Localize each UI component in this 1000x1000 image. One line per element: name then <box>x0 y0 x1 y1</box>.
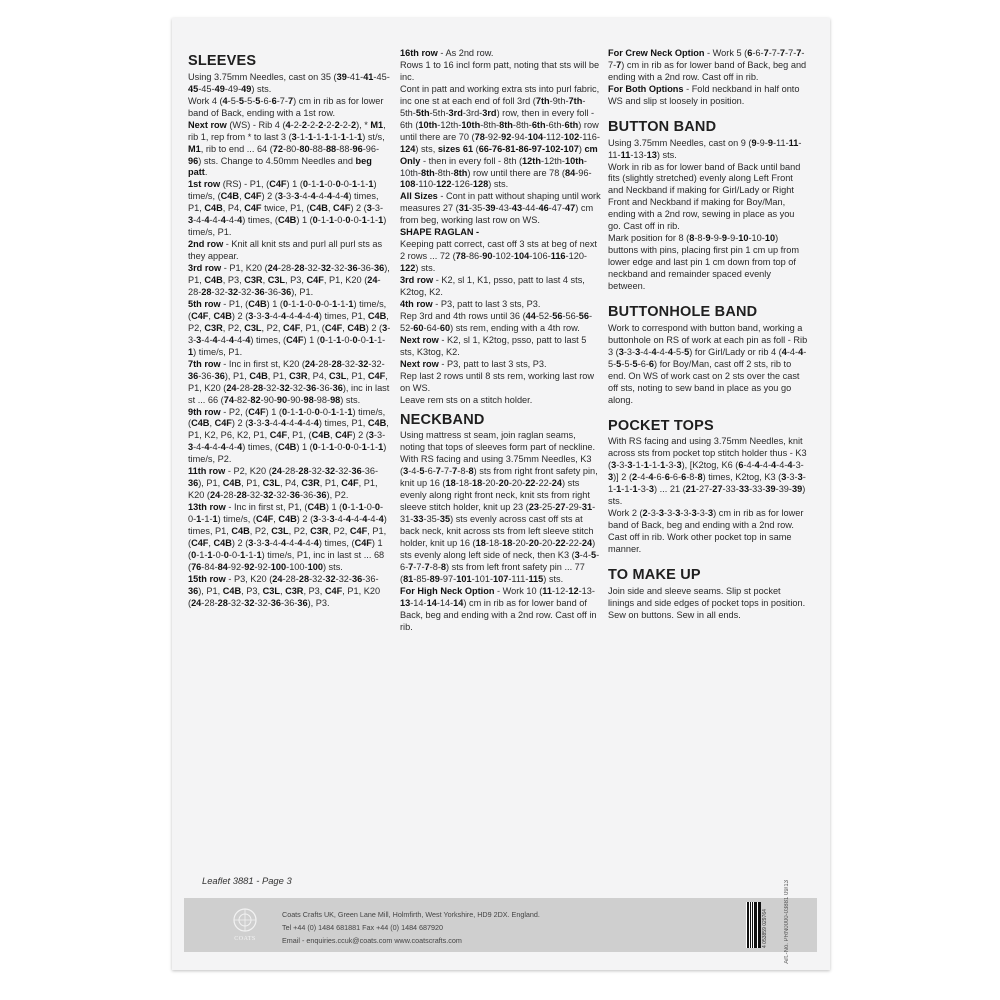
instruction-paragraph: 7th row - Inc in first st, K20 (24-28-28-32-32-32-36-36-36), P1, C4B, P1, C3R, P4, C3L, P1, C4F, P1, K20 (24-28-28-32-32-32-36-36-36), inc in last st ... 66 (74-82-82-90-90-90-98-98-98) sts. <box>188 358 390 405</box>
instruction-paragraph: 11th row - P2, K20 (24-28-28-32-32-32-36-36-36), P1, C4B, P1, C3L, P4, C3R, P1, C4F, P1, K20 (24-28-28-32-32-32-36-36-36), P2. <box>188 466 379 501</box>
section-heading: NECKBAND <box>400 411 485 428</box>
footer-phone: Tel +44 (0) 1484 681881 Fax +44 (0) 1484 687920 <box>282 923 444 932</box>
instruction-paragraph: Using 3.75mm Needles, cast on 9 (9-9-9-11-11-11-11-13-13) sts. <box>608 137 802 160</box>
instruction-paragraph: Rep 3rd and 4th rows until 36 (44-52-56-56-56-52-60-64-60) sts rem, ending with a 4th row. <box>400 310 593 333</box>
instruction-paragraph: 13th row - Inc in first st, P1, (C4B) 1 (0-1-1-0-0-0-1-1-1) time/s, (C4F, C4B) 2 (3-3-3-4-4-4-4-4-4) times, P1, C4B, P2, C3L, P2, C3R, P2, C4F, P1, (C4F, C4B) 2 (3-3-3-4-4-4-4-4-4) times, (C4F) 1 (0-1-1-0-0-0-1-1-1) time/s, P1, inc in last st ... 68 (76-84-84-92-92-92-100-100-100) sts. <box>188 502 387 572</box>
instruction-paragraph: With RS facing and using 3.75mm Needles, knit across sts from pocket top stitch holder thus - K3 (3-3-3-1-1-1-1-3-3), [K2tog, K6 (6-4-4-4-4-4-4-3-3)] 2 (2-4-4-6-6-6-6-8-8) times, K2tog, K3 (3-3-3-1-1-1-1-3-3) ... 21 (21-27-27-33-33-33-39-39-39) sts. <box>608 436 807 507</box>
instruction-paragraph: 15th row - P3, K20 (24-28-28-32-32-32-36-36-36), P1, C4B, P3, C3L, C3R, P3, C4F, P1, K20 (24-28-28-32-32-32-36-36-36), P3. <box>188 573 381 608</box>
section-heading: SLEEVES <box>188 53 257 69</box>
instruction-paragraph: For Both Options - Fold neckband in half onto WS and slip st loosely in position. <box>608 83 800 106</box>
barcode <box>746 902 760 948</box>
instruction-paragraph: Leave rem sts on a stitch holder. <box>400 394 533 405</box>
instruction-paragraph: 1st row (RS) - P1, (C4F) 1 (0-1-1-0-0-0-1-1-1) time/s, (C4B, C4F) 2 (3-3-3-4-4-4-4-4-4) times, P1, C4B, P4, C4F twice, P1, (C4B, C4F) 2 (3-3-3-4-4-4-4-4-4) times, (C4B) 1 (0-1-1-0-0-0-1-1-1) time/s, P1. <box>188 179 387 238</box>
instruction-paragraph: SHAPE RAGLAN - <box>400 227 480 238</box>
instruction-paragraph: 4th row - P3, patt to last 3 sts, P3. <box>400 299 541 310</box>
publisher-footer <box>184 898 817 952</box>
instruction-paragraph: Using mattress st seam, join raglan seams, noting that tops of sleeves form part of neckline. <box>400 430 596 453</box>
instruction-paragraph: Work in rib as for lower band of Back until band fits (slightly stretched) evenly along Left Front and Neckband if making for Girl/Lady or Right Front and Neckband if making for Boy/Man, ending with a 2nd row, sewing in place as you go. Cast off in rib. <box>608 161 801 232</box>
leaflet-page-label: Leaflet 3881 - Page 3 <box>202 875 292 886</box>
instruction-paragraph: Work 4 (4-5-5-5-5-6-6-7-7) cm in rib as for lower band of Back, ending with a 1st row. <box>188 95 384 118</box>
instruction-paragraph: Next row - K2, sl 1, K2tog, psso, patt to last 5 sts, K3tog, K2. <box>400 334 587 357</box>
column-middle <box>400 48 601 634</box>
section-heading: TO MAKE UP <box>608 566 701 583</box>
instruction-paragraph: With RS facing and using 3.75mm Needles, K3 (3-4-5-6-7-7-7-8-8) sts from right front safety pin, knit up 16 (18-18-18-20-20-20-22-22-24) sts evenly along right front neck, knit sts from right sleeve stitch holder, knit up 23 (23-25-27-29-31-31-33-35-35) sts evenly across cast off sts at back neck, knit across sts from left sleeve stitch holder, knit up 16 (18-18-18-20-20-20-22-22-24) sts evenly along left side of neck, then K3 (3-4-5-6-7-7-7-8-8) sts from left front safety pin ... 77 (81-85-89-97-101-101-107-111-115) sts. <box>400 454 600 584</box>
instruction-paragraph: Mark position for 8 (8-8-9-9-9-9-10-10-10) buttons with pins, placing first pin 1 cm up from lower edge and last pin 1 cm down from top of neckband and remainder spaced evenly between. <box>608 233 799 292</box>
instruction-paragraph: Rows 1 to 16 incl form patt, noting that sts will be inc. <box>400 59 600 82</box>
coats-logo <box>226 906 264 946</box>
footer-email: Email - enquiries.ccuk@coats.com www.coatscrafts.com <box>282 936 462 945</box>
logo-text: COATS <box>234 936 256 942</box>
instruction-paragraph: For High Neck Option - Work 10 (11-12-12-13-13-14-14-14-14) cm in rib as for lower band of Back, beg and ending with a 2nd row. Cast off in rib. <box>400 585 597 632</box>
instruction-paragraph: 9th row - P2, (C4F) 1 (0-1-1-0-0-0-1-1-1) time/s, (C4B, C4F) 2 (3-3-3-4-4-4-4-4-4) times, P1, C4B, P1, K2, P6, K2, P1, C4F, P1, (C4B, C4F) 2 (3-3-3-4-4-4-4-4-4) times, (C4B) 1 (0-1-1-0-0-0-1-1-1) time/s, P2. <box>188 406 389 465</box>
instruction-paragraph: Cast off in rib. Work other pocket top in same manner. <box>608 531 792 554</box>
instruction-paragraph: Next row - P3, patt to last 3 sts, P3. <box>400 358 547 369</box>
section-heading: BUTTON BAND <box>608 118 717 135</box>
instruction-paragraph: 3rd row - K2, sl 1, K1, psso, patt to last 4 sts, K2tog, K2. <box>400 275 585 298</box>
instruction-paragraph: Work to correspond with button band, working a buttonhole on RS of work at each pin as foll - Rib 3 (3-3-3-4-4-4-4-5-5) for Girl/Lady or rib 4 (4-4-4-5-5-5-5-6-6) for Boy/Man, cast off 2 sts, rib to end. On WS of work cast on 2 sts over the cast off sts, noting to sew band in place as you go along. <box>608 322 808 405</box>
instruction-paragraph: Keeping patt correct, cast off 3 sts at beg of next 2 rows ... 72 (78-86-90-102-104-106-116-120-122) sts. <box>400 239 597 274</box>
instruction-paragraph: 3rd row - P1, K20 (24-28-28-32-32-32-36-36-36), P1, C4B, P3, C3R, C3L, P3, C4F, P1, K20 (24-28-28-32-32-32-36-36-36), P1. <box>188 263 390 297</box>
instruction-paragraph: Rep last 2 rows until 8 sts rem, working last row on WS. <box>400 370 595 393</box>
article-number: Art.-No. PRN0000-03881 09/13 <box>784 880 790 964</box>
instruction-paragraph: 16th row - As 2nd row. <box>400 48 494 58</box>
instruction-paragraph: For Crew Neck Option - Work 5 (6-6-7-7-7-7-7-7-7) cm in rib as for lower band of Back, beg and ending with a 2nd row. Cast off in rib. <box>608 48 807 82</box>
instruction-paragraph: Join side and sleeve seams. Slip st pocket linings and side edges of pocket tops in position. Sew on buttons. Sew in all ends. <box>608 585 806 620</box>
instruction-paragraph: Cont in patt and working extra sts into purl fabric, inc one st at each end of foll 3rd (7th-9th-7th-5th-5th-5th-3rd-3rd-3rd) row, then in every foll - 6th (10th-12th-10th-8th-8th-8th-6th-6th-6th) row until there are 70 (78-92-92-94-104-112-102-116-124) sts, sizes 61 (66-76-81-86-97-102-107) cm Only - then in every foll - 8th (12th-12th-10th-10th-8th-8th-8th) row until there are 78 (84-96-108-110-122-126-128) sts. <box>400 83 600 190</box>
instruction-paragraph: Work 2 (2-3-3-3-3-3-3-3-3) cm in rib as for lower band of Back, beg and ending with a 2nd row. <box>608 508 804 531</box>
section-heading: BUTTONHOLE BAND <box>608 304 758 320</box>
footer-address: Coats Crafts UK, Green Lane Mill, Holmfirth, West Yorkshire, HD9 2DX. England. <box>282 910 540 919</box>
pattern-page <box>172 18 830 970</box>
section-heading: POCKET TOPS <box>608 417 714 434</box>
instruction-paragraph: Next row (WS) - Rib 4 (4-2-2-2-2-2-2-2-2), * M1, rib 1, rep from * to last 3 (3-1-1-1-1-1-1-1-1) st/s, M1, rib to end ... 64 (72-80-80-88-88-88-96-96-96) sts. Change to 4.50mm Needles and beg patt. <box>188 119 386 178</box>
barcode-number: 4 053859 029764 <box>762 909 768 948</box>
instruction-paragraph: Using 3.75mm Needles, cast on 35 (39-41-41-45-45-45-49-49-49) sts. <box>188 71 390 94</box>
column-left <box>188 48 391 610</box>
instruction-paragraph: 5th row - P1, (C4B) 1 (0-1-1-0-0-0-1-1-1) time/s, (C4F, C4B) 2 (3-3-3-4-4-4-4-4-4) times, P1, C4B, P2, C3R, P2, C3L, P2, C4F, P1, (C4F, C4B) 2 (3-3-3-4-4-4-4-4-4) times, (C4F) 1 (0-1-1-0-0-0-1-1-1) time/s, P1. <box>188 298 391 357</box>
column-right <box>608 48 808 622</box>
instruction-paragraph: All Sizes - Cont in patt without shaping until work measures 27 (31-35-39-43-43-44-46-47-47) cm from beg, working last row on WS. <box>400 191 601 226</box>
instruction-paragraph: 2nd row - Knit all knit sts and purl all purl sts as they appear. <box>188 239 383 262</box>
